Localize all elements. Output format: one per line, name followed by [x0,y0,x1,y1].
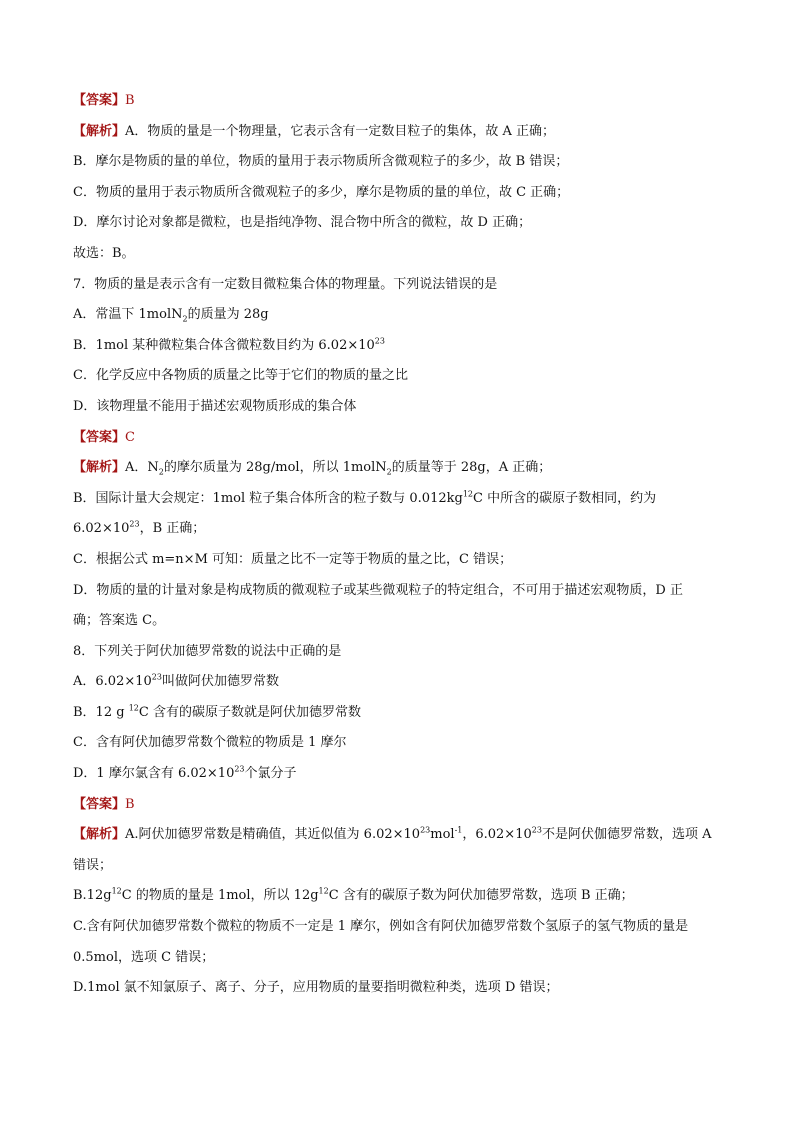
q8-answer-line [73,796,733,814]
q6-analysis-line-4: D．摩尔讨论对象都是微粒，也是指纯净物、混合物中所含的微粒，故 D 正确； [73,215,532,231]
subscript: 2 [158,467,164,477]
q6-conclusion: 故选：B。 [73,245,135,261]
q8-analysis-line-3 [73,887,733,905]
superscript: 23 [129,519,140,529]
q8-option-b [73,704,733,722]
answer-label: 【答案】 [73,796,126,812]
q8-analysis-line-1 [73,826,733,844]
q6-answer-line [73,92,733,110]
q8-analysis-line-2: 错误； [73,857,113,873]
analysis-text: A．物质的量是一个物理量，它表示含有一定数目粒子的集体，故 A 正确； [125,123,556,139]
text: mol [430,827,455,843]
analysis-label: 【解析】 [73,123,126,139]
text: 6.02×10 [73,521,130,537]
q8-stem: 8．下列关于阿伏加德罗常数的说法中正确的是 [73,643,342,659]
subscript: 2 [182,314,188,324]
superscript: 12 [462,489,474,499]
text: D．1 摩尔氯含有 6.02×10 [73,766,235,782]
text: C 含有的碳原子数就是阿伏加德罗常数 [138,704,361,720]
superscript: 23 [531,825,542,835]
answer-value: B [125,796,135,812]
answer-label: 【答案】 [73,93,126,108]
text: 的质量为 28g [187,307,269,323]
superscript: 12 [111,887,122,897]
text: B.12g [73,888,112,904]
text: 的摩尔质量为 28g/mol，所以 1molN [163,460,387,476]
text: A．6.02×10 [73,674,152,690]
text: B．1mol 某种微粒集合体含微粒数目约为 6.02×10 [73,337,375,353]
q8-analysis-line-4: C.含有阿伏加德罗常数个微粒的物质不一定是 1 摩尔，例如含有阿伏加德罗常数个氢原子的氢气物质的量是 [73,919,689,935]
text: 个氯分子 [244,766,297,782]
q7-analysis-line-1 [73,459,733,477]
q6-analysis-line-3: C．物质的量用于表示物质所含微观粒子的多少，摩尔是物质的量的单位，故 C 正确； [73,184,570,200]
document-page [73,92,733,1010]
q7-analysis-line-5: D．物质的量的计量对象是构成物质的微观粒子或某些微观粒子的特定组合，不可用于描述宏观物质，D 正 [73,582,683,598]
superscript: 12 [318,887,329,897]
subscript: 2 [386,467,392,477]
superscript: 23 [420,825,431,835]
answer-value: B [125,93,135,108]
analysis-label: 【解析】 [73,827,126,843]
text: A．常温下 1molN [73,307,183,323]
text: 不是阿伏伽德罗常数，选项 A [541,827,712,843]
q7-analysis-line-2 [73,490,733,508]
text: B．12 g [73,704,129,720]
superscript: 23 [151,672,162,682]
q8-option-c: C．含有阿伏加德罗常数个微粒的物质是 1 摩尔 [73,735,347,751]
q6-analysis-line-2: B．摩尔是物质的量的单位，物质的量用于表示物质所含微观粒子的多少，故 B 错误； [73,154,569,170]
superscript: 23 [374,336,385,346]
text: 叫做阿伏加德罗常数 [161,674,279,690]
superscript: -1 [454,825,463,835]
text: A.阿伏加德罗常数是精确值，其近似值为 6.02×10 [125,827,421,843]
q7-option-a [73,306,733,324]
text: C 中所含的碳原子数相同，约为 [473,490,657,506]
answer-value: C [125,429,135,445]
answer-label: 【答案】 [73,429,126,445]
text: C 含有的碳原子数为阿伏加德罗常数，选项 B 正确； [328,888,634,904]
text: ，6.02×10 [462,827,532,843]
analysis-label: 【解析】 [73,460,126,476]
q7-analysis-line-4: C．根据公式 m=n×M 可知：质量之比不一定等于物质的量之比，C 错误； [73,551,513,567]
q8-analysis-line-5: 0.5mol，选项 C 错误； [73,949,215,965]
text: C 的物质的量是 1mol，所以 12g [121,888,319,904]
text: 的质量等于 28g，A 正确； [391,460,552,476]
q8-option-a [73,673,733,691]
text: B．国际计量大会规定：1mol 粒子集合体所含的粒子数与 0.012kg [73,490,463,506]
q7-option-c: C．化学反应中各物质的质量之比等于它们的物质的量之比 [73,368,408,384]
q8-option-d [73,765,733,783]
q7-stem: 7．物质的量是表示含有一定数目微粒集合体的物理量。下列说法错误的是 [73,276,498,292]
q7-option-b [73,337,733,355]
q6-analysis-line-1 [73,123,733,141]
q7-analysis-line-6: 确；答案选 C。 [73,613,166,629]
text: A．N [125,460,159,476]
q8-analysis-line-6: D.1mol 氯不知氯原子、离子、分子，应用物质的量要指明微粒种类，选项 D 错误； [73,980,559,996]
superscript: 23 [234,764,245,774]
q7-option-d: D．该物理量不能用于描述宏观物质形成的集合体 [73,398,357,414]
q7-answer-line [73,429,733,447]
text: ，B 正确； [139,521,206,537]
superscript: 12 [128,703,139,713]
q7-analysis-line-3 [73,520,733,538]
